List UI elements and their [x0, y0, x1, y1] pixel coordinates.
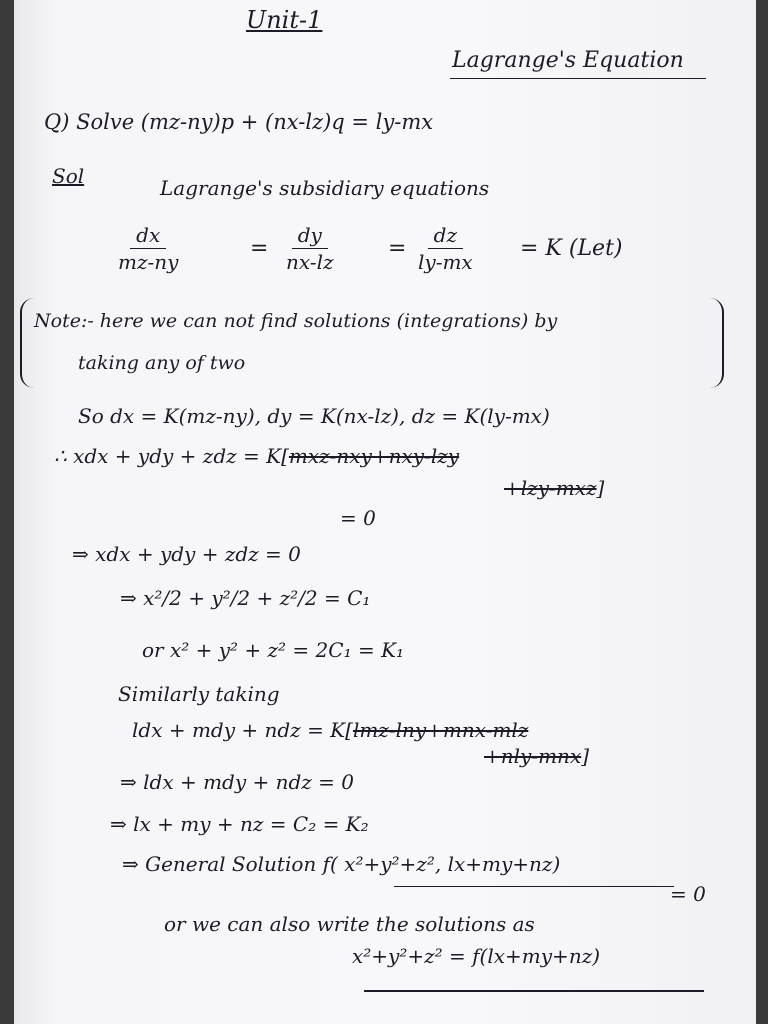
- aux-f1-den: mz-ny: [118, 250, 179, 274]
- step-general-solution: ⇒ General Solution f( x²+y²+z², lx+my+nz): [122, 852, 561, 876]
- step-multiply-lmn-cont: [484, 744, 589, 768]
- page-title: Unit-1: [246, 6, 323, 34]
- intro-text: Lagrange's subsidiary equations: [160, 176, 490, 200]
- step-alt-form-eq: x²+y²+z² = f(lx+my+nz): [352, 944, 601, 968]
- step-multiply-xyz-cancel-2: +lzy-mxz: [504, 476, 597, 500]
- step-multiply-lmn-cancel-2: +nly-mnx: [484, 744, 582, 768]
- aux-f2-num: dy: [292, 222, 328, 249]
- aux-f3-num: dz: [428, 222, 463, 249]
- equals-sign-1: =: [250, 236, 269, 261]
- page-subtitle: Lagrange's Equation: [452, 48, 684, 73]
- step-multiply-lmn-bracket: ]: [581, 744, 590, 768]
- final-underline: [364, 990, 704, 992]
- notebook-page: [14, 0, 756, 1024]
- solution-label: Sol: [52, 164, 85, 188]
- step-multiply-xyz-lhs: ∴ xdx + ydy + zdz = K[: [54, 444, 289, 468]
- step-general-solution-zero: = 0: [670, 882, 706, 906]
- step-alt-form-text: or we can also write the solutions as: [164, 912, 535, 936]
- step-second-integral: ⇒ lx + my + nz = C₂ = K₂: [110, 812, 369, 836]
- aux-fraction-1: [112, 222, 184, 275]
- step-multiply-xyz-bracket: ]: [596, 476, 605, 500]
- step-integrate-1: ⇒ x²/2 + y²/2 + z²/2 = C₁: [120, 586, 371, 610]
- step-equals-zero: = 0: [340, 506, 376, 530]
- step-multiply-xyz-cancel-1: mxz-nxy+nxy-lzy: [288, 444, 460, 468]
- aux-f1-num: dx: [130, 222, 166, 249]
- step-multiply-lmn: [132, 718, 528, 742]
- aux-f3-den: ly-mx: [418, 250, 473, 274]
- step-first-integral: or x² + y² + z² = 2C₁ = K₁: [142, 638, 405, 662]
- step-differentials: So dx = K(mz-ny), dy = K(nx-lz), dz = K(ly-mx): [78, 404, 550, 428]
- step-multiply-lmn-cancel-1: lmz-lny+mnx-mlz: [352, 718, 529, 742]
- step-ldx-sum: ⇒ ldx + mdy + ndz = 0: [120, 770, 355, 794]
- step-multiply-lmn-lhs: ldx + mdy + ndz = K[: [132, 718, 353, 742]
- step-xdx-sum: ⇒ xdx + ydy + zdz = 0: [72, 542, 301, 566]
- step-multiply-xyz-cont: [504, 476, 604, 500]
- aux-k-let: = K (Let): [520, 236, 623, 261]
- equals-sign-2: =: [388, 236, 407, 261]
- step-multiply-xyz: [54, 444, 459, 468]
- general-solution-underline: [394, 886, 674, 887]
- subtitle-underline: [450, 78, 706, 79]
- note-line-1: Note:- here we can not find solutions (integrations) by: [34, 310, 558, 332]
- aux-f2-den: nx-lz: [286, 250, 334, 274]
- step-similarly: Similarly taking: [118, 682, 280, 706]
- note-line-2: taking any of two: [78, 352, 246, 374]
- aux-fraction-3: [412, 222, 479, 275]
- aux-fraction-2: [280, 222, 340, 275]
- question-text: Q) Solve (mz-ny)p + (nx-lz)q = ly-mx: [44, 110, 434, 134]
